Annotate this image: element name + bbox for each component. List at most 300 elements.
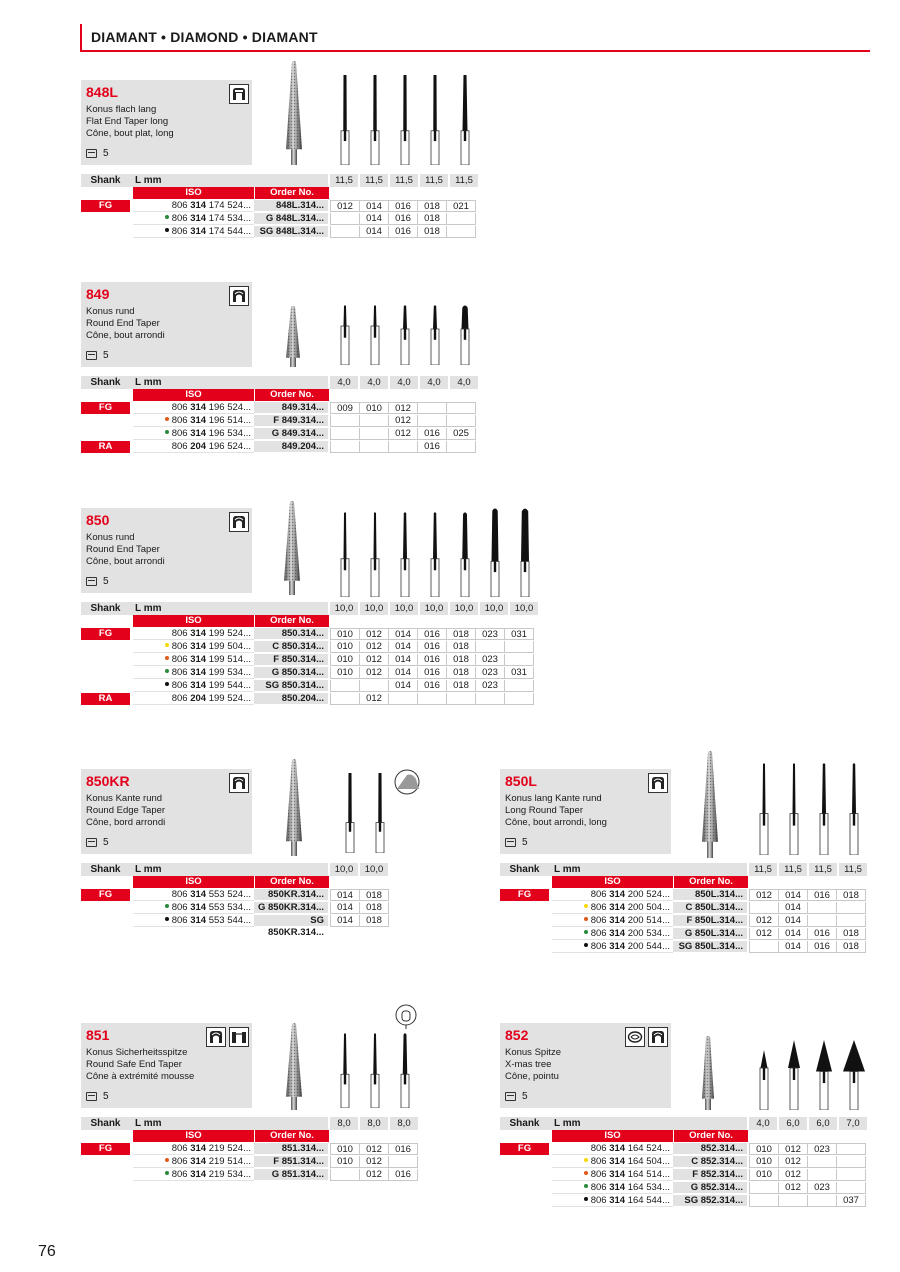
iso-prefix: 806	[171, 200, 191, 211]
iso-number	[133, 428, 254, 440]
iso-suffix: 164 534...	[625, 1182, 670, 1193]
order-header: Order No.	[255, 615, 329, 627]
size-cell: 014	[359, 200, 389, 212]
application-icons	[229, 773, 249, 793]
size-cell	[807, 1169, 837, 1181]
bur-drawing	[393, 305, 417, 370]
length-value: 10,0	[360, 602, 388, 615]
order-number: F 850.314...	[254, 654, 328, 666]
shank-header-row	[500, 863, 747, 876]
iso-number	[552, 889, 673, 901]
iso-shank-code: 314	[190, 226, 207, 237]
grit-dot	[165, 904, 169, 908]
iso-suffix: 164 524...	[625, 1143, 670, 1154]
iso-suffix: 553 544...	[206, 915, 251, 926]
product-name-line: Cône, bout arrondi	[86, 330, 165, 341]
grit-dot	[165, 215, 169, 219]
product-names	[86, 532, 165, 568]
size-cells	[331, 200, 476, 212]
order-number: 850.314...	[254, 628, 328, 640]
size-cell: 010	[330, 667, 360, 679]
crown-prep-icon	[206, 1027, 226, 1047]
pack-quantity	[86, 1091, 109, 1102]
size-cell: 009	[330, 402, 360, 414]
bur-drawing	[363, 512, 387, 602]
iso-prefix: 806	[590, 889, 610, 900]
grit-dot	[584, 1184, 588, 1188]
product-name-line: Konus Kante rund	[86, 793, 163, 804]
size-cells	[331, 628, 534, 640]
bur-photo	[284, 1022, 304, 1115]
iso-shank-code: 314	[190, 902, 207, 913]
bur-drawing	[393, 1033, 417, 1113]
length-label: L mm	[135, 864, 162, 875]
iso-prefix: 806	[171, 402, 191, 413]
length-value: 10,0	[420, 602, 448, 615]
size-cell: 010	[330, 654, 360, 666]
bur-drawing	[483, 508, 507, 602]
iso-number	[552, 1169, 673, 1181]
shank-header-row	[81, 174, 328, 187]
shank-header-row	[81, 863, 328, 876]
length-label: L mm	[135, 1118, 162, 1129]
grit-dot	[165, 228, 169, 232]
size-cells	[750, 1169, 866, 1181]
iso-prefix: 806	[171, 693, 191, 704]
iso-shank-code: 314	[190, 641, 207, 652]
grit-dot	[165, 643, 169, 647]
iso-prefix: 806	[171, 889, 191, 900]
size-cell: 016	[417, 654, 447, 666]
table-row	[133, 667, 328, 679]
pack-quantity	[86, 350, 109, 361]
bur-drawing	[752, 763, 776, 860]
bur-drawing	[752, 1050, 776, 1115]
iso-number	[552, 941, 673, 953]
size-cell	[359, 680, 389, 692]
size-cell	[446, 402, 476, 414]
size-cell: 012	[388, 428, 418, 440]
product-code: 848L	[86, 84, 118, 100]
iso-suffix: 196 524...	[206, 441, 251, 452]
iso-number	[133, 680, 254, 692]
size-cells	[331, 641, 534, 653]
size-cell	[807, 1195, 837, 1207]
product-name-line: Cône, pointu	[505, 1071, 559, 1082]
size-cell	[330, 415, 360, 427]
size-cell	[388, 693, 418, 705]
size-cells	[331, 902, 389, 914]
size-cell	[475, 693, 505, 705]
working-lengths	[330, 1117, 420, 1130]
size-cell	[749, 902, 779, 914]
order-number: 851.314...	[254, 1143, 328, 1155]
order-header: Order No.	[255, 876, 329, 888]
iso-prefix: 806	[590, 915, 610, 926]
product-name-line: Cône à extrémité mousse	[86, 1071, 195, 1082]
size-cell	[807, 1156, 837, 1168]
iso-shank-code: 314	[190, 667, 207, 678]
size-cells	[750, 928, 866, 940]
iso-suffix: 174 524...	[206, 200, 251, 211]
size-cell	[330, 428, 360, 440]
bur-photo	[282, 500, 302, 600]
size-cell: 012	[359, 654, 389, 666]
size-cell: 023	[475, 667, 505, 679]
iso-prefix: 806	[590, 1169, 610, 1180]
iso-suffix: 164 514...	[625, 1169, 670, 1180]
package-icon	[86, 838, 97, 847]
iso-number	[133, 915, 254, 927]
product-name-line: Konus Spitze	[505, 1047, 561, 1058]
size-cell: 014	[778, 902, 808, 914]
bur-drawing	[363, 75, 387, 170]
iso-shank-code: 314	[190, 1156, 207, 1167]
iso-prefix: 806	[171, 915, 191, 926]
shank-label: Shank	[90, 864, 121, 875]
column-header	[133, 389, 329, 401]
iso-suffix: 199 524...	[206, 693, 251, 704]
size-cell	[836, 1182, 866, 1194]
iso-number	[133, 1156, 254, 1168]
size-cell: 016	[388, 1143, 418, 1155]
iso-shank-code: 314	[609, 1143, 626, 1154]
product-info-848l	[81, 80, 252, 165]
table-row	[552, 915, 747, 927]
size-cells	[331, 1143, 418, 1155]
working-lengths	[330, 376, 480, 389]
iso-shank-code: 204	[190, 441, 207, 452]
iso-suffix: 200 514...	[625, 915, 670, 926]
pack-count: 5	[103, 837, 109, 848]
iso-header: ISO	[133, 876, 254, 888]
application-icons	[625, 1027, 668, 1047]
iso-prefix: 806	[590, 941, 610, 952]
size-cell: 012	[749, 928, 779, 940]
iso-suffix: 553 534...	[206, 902, 251, 913]
product-names	[86, 793, 165, 829]
table-row	[133, 628, 328, 640]
grit-dot	[584, 917, 588, 921]
iso-shank-code: 314	[190, 415, 207, 426]
occlusal-icon	[625, 1027, 645, 1047]
iso-shank-code: 314	[190, 628, 207, 639]
length-label: L mm	[554, 864, 581, 875]
length-value: 10,0	[330, 602, 358, 615]
product-name-line: Cône, bord arrondi	[86, 817, 166, 828]
size-cell: 016	[807, 928, 837, 940]
size-cells	[331, 1156, 418, 1168]
length-label: L mm	[135, 377, 162, 388]
iso-prefix: 806	[171, 415, 191, 426]
size-cell	[836, 915, 866, 927]
table-row	[133, 902, 328, 914]
order-number: SG 852.314...	[673, 1195, 747, 1207]
grit-dot	[165, 430, 169, 434]
pack-count: 5	[103, 350, 109, 361]
iso-prefix: 806	[171, 1156, 191, 1167]
size-cell: 014	[778, 915, 808, 927]
shank-tag-fg: FG	[500, 889, 549, 901]
size-cell: 010	[330, 1156, 360, 1168]
shank-header-row	[81, 376, 328, 389]
shank-header-row	[81, 1117, 328, 1130]
order-number: SG 850KR.314...	[254, 915, 328, 927]
bur-drawing	[453, 75, 477, 170]
crown-prep-icon	[229, 512, 249, 532]
iso-prefix: 806	[171, 628, 191, 639]
size-cell: 012	[778, 1169, 808, 1181]
working-lengths	[330, 863, 390, 876]
size-cell	[388, 441, 418, 453]
order-number: SG 850L.314...	[673, 941, 747, 953]
order-number: SG 850.314...	[254, 680, 328, 692]
size-cell: 016	[417, 641, 447, 653]
size-cell	[504, 654, 534, 666]
iso-prefix: 806	[171, 1169, 191, 1180]
size-cell: 018	[446, 654, 476, 666]
product-name-line: Flat End Taper long	[86, 116, 169, 127]
size-cell: 010	[330, 628, 360, 640]
size-cells	[331, 226, 476, 238]
size-cell: 023	[475, 680, 505, 692]
size-cell: 016	[807, 889, 837, 901]
size-cells	[750, 1156, 866, 1168]
size-cell: 025	[446, 428, 476, 440]
bur-drawing	[782, 763, 806, 860]
product-code: 850KR	[86, 773, 130, 789]
size-cell: 037	[836, 1195, 866, 1207]
iso-suffix: 164 544...	[625, 1195, 670, 1206]
crown-prep-icon	[229, 286, 249, 306]
size-cells	[331, 693, 534, 705]
length-label: L mm	[135, 603, 162, 614]
iso-shank-code: 314	[609, 889, 626, 900]
size-cell: 018	[446, 667, 476, 679]
grit-dot	[165, 1171, 169, 1175]
working-lengths	[330, 174, 480, 187]
shank-header-row	[500, 1117, 747, 1130]
bur-drawing	[812, 1040, 836, 1115]
shank-label: Shank	[509, 1118, 540, 1129]
iso-suffix: 199 544...	[206, 680, 251, 691]
grit-dot	[165, 682, 169, 686]
grit-dot	[165, 917, 169, 921]
length-label: L mm	[135, 175, 162, 186]
bridge-icon	[229, 1027, 249, 1047]
product-info-850l	[500, 769, 671, 854]
order-number: F 852.314...	[673, 1169, 747, 1181]
bur-drawing	[363, 1033, 387, 1113]
size-cell: 018	[359, 915, 389, 927]
size-cell: 012	[778, 1182, 808, 1194]
length-value: 8,0	[330, 1117, 358, 1130]
column-header	[133, 1130, 329, 1142]
pack-quantity	[505, 837, 528, 848]
crown-prep-icon	[648, 1027, 668, 1047]
size-cell: 012	[330, 200, 360, 212]
order-number: G 849.314...	[254, 428, 328, 440]
iso-shank-code: 314	[609, 1195, 626, 1206]
iso-prefix: 806	[171, 428, 191, 439]
table-row	[133, 641, 328, 653]
size-cell: 014	[330, 902, 360, 914]
size-cell	[778, 1195, 808, 1207]
iso-suffix: 219 534...	[206, 1169, 251, 1180]
bur-drawing	[513, 508, 537, 602]
product-info-849	[81, 282, 252, 367]
length-value: 4,0	[450, 376, 478, 389]
product-names	[505, 1047, 561, 1083]
size-cell	[836, 1143, 866, 1155]
bur-photo	[700, 1035, 716, 1115]
iso-shank-code: 314	[190, 680, 207, 691]
length-value: 8,0	[390, 1117, 418, 1130]
product-name-line: Cône, bout arrondi, long	[505, 817, 607, 828]
iso-number	[552, 1182, 673, 1194]
length-label: L mm	[554, 1118, 581, 1129]
iso-prefix: 806	[171, 902, 191, 913]
iso-prefix: 806	[590, 902, 610, 913]
iso-prefix: 806	[171, 641, 191, 652]
length-value: 4,0	[420, 376, 448, 389]
column-header	[133, 876, 329, 888]
table-row	[133, 213, 328, 225]
product-name-line: Konus rund	[86, 306, 135, 317]
size-cell: 016	[388, 226, 418, 238]
size-cell: 012	[359, 628, 389, 640]
working-lengths	[330, 602, 540, 615]
table-row	[552, 889, 747, 901]
product-name-line: X-mas tree	[505, 1059, 552, 1070]
order-number: C 850L.314...	[673, 902, 747, 914]
iso-shank-code: 314	[609, 941, 626, 952]
size-cell: 012	[359, 667, 389, 679]
iso-number	[133, 889, 254, 901]
order-number: 852.314...	[673, 1143, 747, 1155]
iso-suffix: 219 524...	[206, 1143, 251, 1154]
size-cell: 012	[778, 1143, 808, 1155]
grit-dot	[584, 930, 588, 934]
table-row	[552, 941, 747, 953]
order-number: G 848L.314...	[254, 213, 328, 225]
bur-drawing	[423, 512, 447, 602]
iso-suffix: 200 504...	[625, 902, 670, 913]
size-cell: 018	[417, 213, 447, 225]
length-value: 10,0	[360, 863, 388, 876]
order-number: G 850KR.314...	[254, 902, 328, 914]
size-cells	[750, 889, 866, 901]
size-cell: 012	[749, 889, 779, 901]
iso-header: ISO	[133, 389, 254, 401]
grit-dot	[165, 669, 169, 673]
order-number: 848L.314...	[254, 200, 328, 212]
size-cells	[331, 680, 534, 692]
pack-count: 5	[103, 576, 109, 587]
size-cell: 012	[359, 693, 389, 705]
size-cell: 012	[749, 915, 779, 927]
grit-dot	[165, 1158, 169, 1162]
table-row	[552, 1195, 747, 1207]
iso-number	[133, 1143, 254, 1155]
pack-count: 5	[103, 1091, 109, 1102]
bur-photo	[284, 305, 302, 372]
length-value: 7,0	[839, 1117, 867, 1130]
product-info-852	[500, 1023, 671, 1108]
shank-tag-ra: RA	[81, 441, 130, 453]
iso-number	[133, 641, 254, 653]
size-cell: 016	[388, 1169, 418, 1181]
size-cell: 014	[388, 654, 418, 666]
length-value: 4,0	[749, 1117, 777, 1130]
size-cell: 014	[388, 641, 418, 653]
size-cells	[331, 428, 476, 440]
size-cell: 018	[446, 680, 476, 692]
iso-shank-code: 314	[609, 1182, 626, 1193]
size-cell	[417, 693, 447, 705]
iso-number	[552, 1156, 673, 1168]
length-value: 10,0	[510, 602, 538, 615]
iso-shank-code: 314	[190, 213, 207, 224]
size-cell: 016	[807, 941, 837, 953]
size-cell	[388, 1156, 418, 1168]
size-cell: 010	[749, 1169, 779, 1181]
grit-dot	[584, 943, 588, 947]
shank-tag-fg: FG	[81, 1143, 130, 1155]
size-cell	[836, 1156, 866, 1168]
iso-suffix: 219 514...	[206, 1156, 251, 1167]
iso-suffix: 199 504...	[206, 641, 251, 652]
size-cell: 010	[749, 1156, 779, 1168]
size-cells	[750, 915, 866, 927]
size-cells	[331, 915, 389, 927]
table-row	[552, 1143, 747, 1155]
size-cell: 014	[778, 889, 808, 901]
length-value: 6,0	[809, 1117, 837, 1130]
order-number: SG 848L.314...	[254, 226, 328, 238]
product-name-line: Konus flach lang	[86, 104, 157, 115]
size-cell	[359, 415, 389, 427]
length-value: 11,5	[330, 174, 358, 187]
iso-header: ISO	[133, 1130, 254, 1142]
crown-prep-icon	[229, 773, 249, 793]
grit-dot	[165, 417, 169, 421]
length-value: 4,0	[390, 376, 418, 389]
pack-quantity	[86, 148, 109, 159]
order-header: Order No.	[674, 876, 748, 888]
size-cells	[331, 402, 476, 414]
size-cell	[417, 402, 447, 414]
size-cell: 014	[359, 226, 389, 238]
pack-quantity	[86, 837, 109, 848]
size-cell	[417, 415, 447, 427]
product-name-line: Cône, bout plat, long	[86, 128, 174, 139]
size-cell: 012	[359, 641, 389, 653]
package-icon	[505, 1092, 516, 1101]
iso-header: ISO	[133, 615, 254, 627]
length-value: 11,5	[420, 174, 448, 187]
iso-header: ISO	[552, 876, 673, 888]
shank-tag-fg: FG	[500, 1143, 549, 1155]
shank-header-row	[81, 602, 328, 615]
size-cell: 010	[330, 1143, 360, 1155]
length-value: 11,5	[360, 174, 388, 187]
product-name-line: Konus Sicherheitsspitze	[86, 1047, 188, 1058]
size-cell	[359, 428, 389, 440]
iso-prefix: 806	[590, 1143, 610, 1154]
order-number: F 850L.314...	[673, 915, 747, 927]
catalog-header	[80, 24, 870, 52]
